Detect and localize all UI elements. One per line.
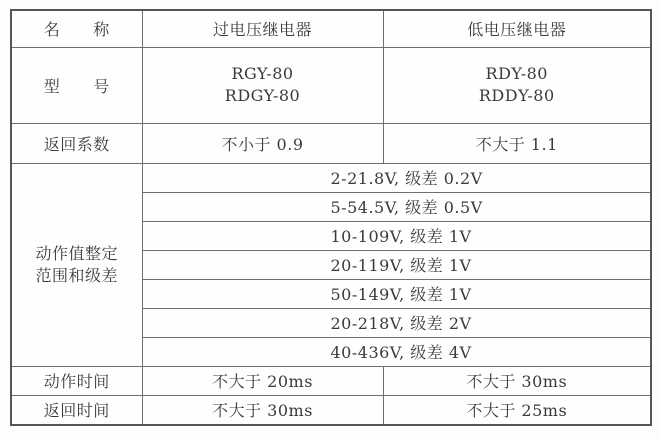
row-label-return-coefficient: 返回系数 bbox=[11, 123, 142, 163]
setting-range-entry-2: 5-54.5V, 级差 0.5V bbox=[142, 192, 651, 221]
row-label-name: 名 称 bbox=[11, 10, 142, 47]
row-label-return-time: 返回时间 bbox=[11, 395, 142, 425]
setting-range-entry-4: 20-119V, 级差 1V bbox=[142, 250, 651, 279]
overvoltage-return-time: 不大于 30ms bbox=[142, 395, 383, 425]
overvoltage-relay-name: 过电压继电器 bbox=[142, 10, 383, 47]
overvoltage-model-1: RGY-80 bbox=[231, 64, 294, 83]
undervoltage-model-2: RDDY-80 bbox=[478, 86, 555, 105]
setting-range-entry-7: 40-436V, 级差 4V bbox=[142, 337, 651, 366]
table-row-name bbox=[11, 10, 651, 47]
setting-range-label-2: 范围和级差 bbox=[35, 265, 118, 285]
overvoltage-model-2: RDGY-80 bbox=[224, 86, 301, 105]
table-row-return-time bbox=[11, 395, 651, 425]
table-row-setting-range-1 bbox=[11, 163, 651, 192]
undervoltage-return-time: 不大于 25ms bbox=[383, 395, 651, 425]
undervoltage-model-1: RDY-80 bbox=[485, 64, 548, 83]
overvoltage-action-time: 不大于 20ms bbox=[142, 366, 383, 395]
setting-range-entry-6: 20-218V, 级差 2V bbox=[142, 308, 651, 337]
setting-range-entry-5: 50-149V, 级差 1V bbox=[142, 279, 651, 308]
setting-range-label-1: 动作值整定 bbox=[35, 243, 118, 263]
overvoltage-return-coefficient: 不小于 0.9 bbox=[142, 123, 383, 163]
relay-spec-table bbox=[10, 9, 652, 426]
row-label-model: 型 号 bbox=[11, 47, 142, 123]
undervoltage-return-coefficient: 不大于 1.1 bbox=[383, 123, 651, 163]
setting-range-entry-3: 10-109V, 级差 1V bbox=[142, 221, 651, 250]
undervoltage-model-cell bbox=[383, 47, 651, 123]
setting-range-entry-1: 2-21.8V, 级差 0.2V bbox=[142, 163, 651, 192]
undervoltage-action-time: 不大于 30ms bbox=[383, 366, 651, 395]
undervoltage-relay-name: 低电压继电器 bbox=[383, 10, 651, 47]
table-row-model bbox=[11, 47, 651, 123]
row-label-action-time: 动作时间 bbox=[11, 366, 142, 395]
table-row-return-coefficient bbox=[11, 123, 651, 163]
table-row-action-time bbox=[11, 366, 651, 395]
row-label-setting-range bbox=[11, 163, 142, 366]
overvoltage-model-cell bbox=[142, 47, 383, 123]
